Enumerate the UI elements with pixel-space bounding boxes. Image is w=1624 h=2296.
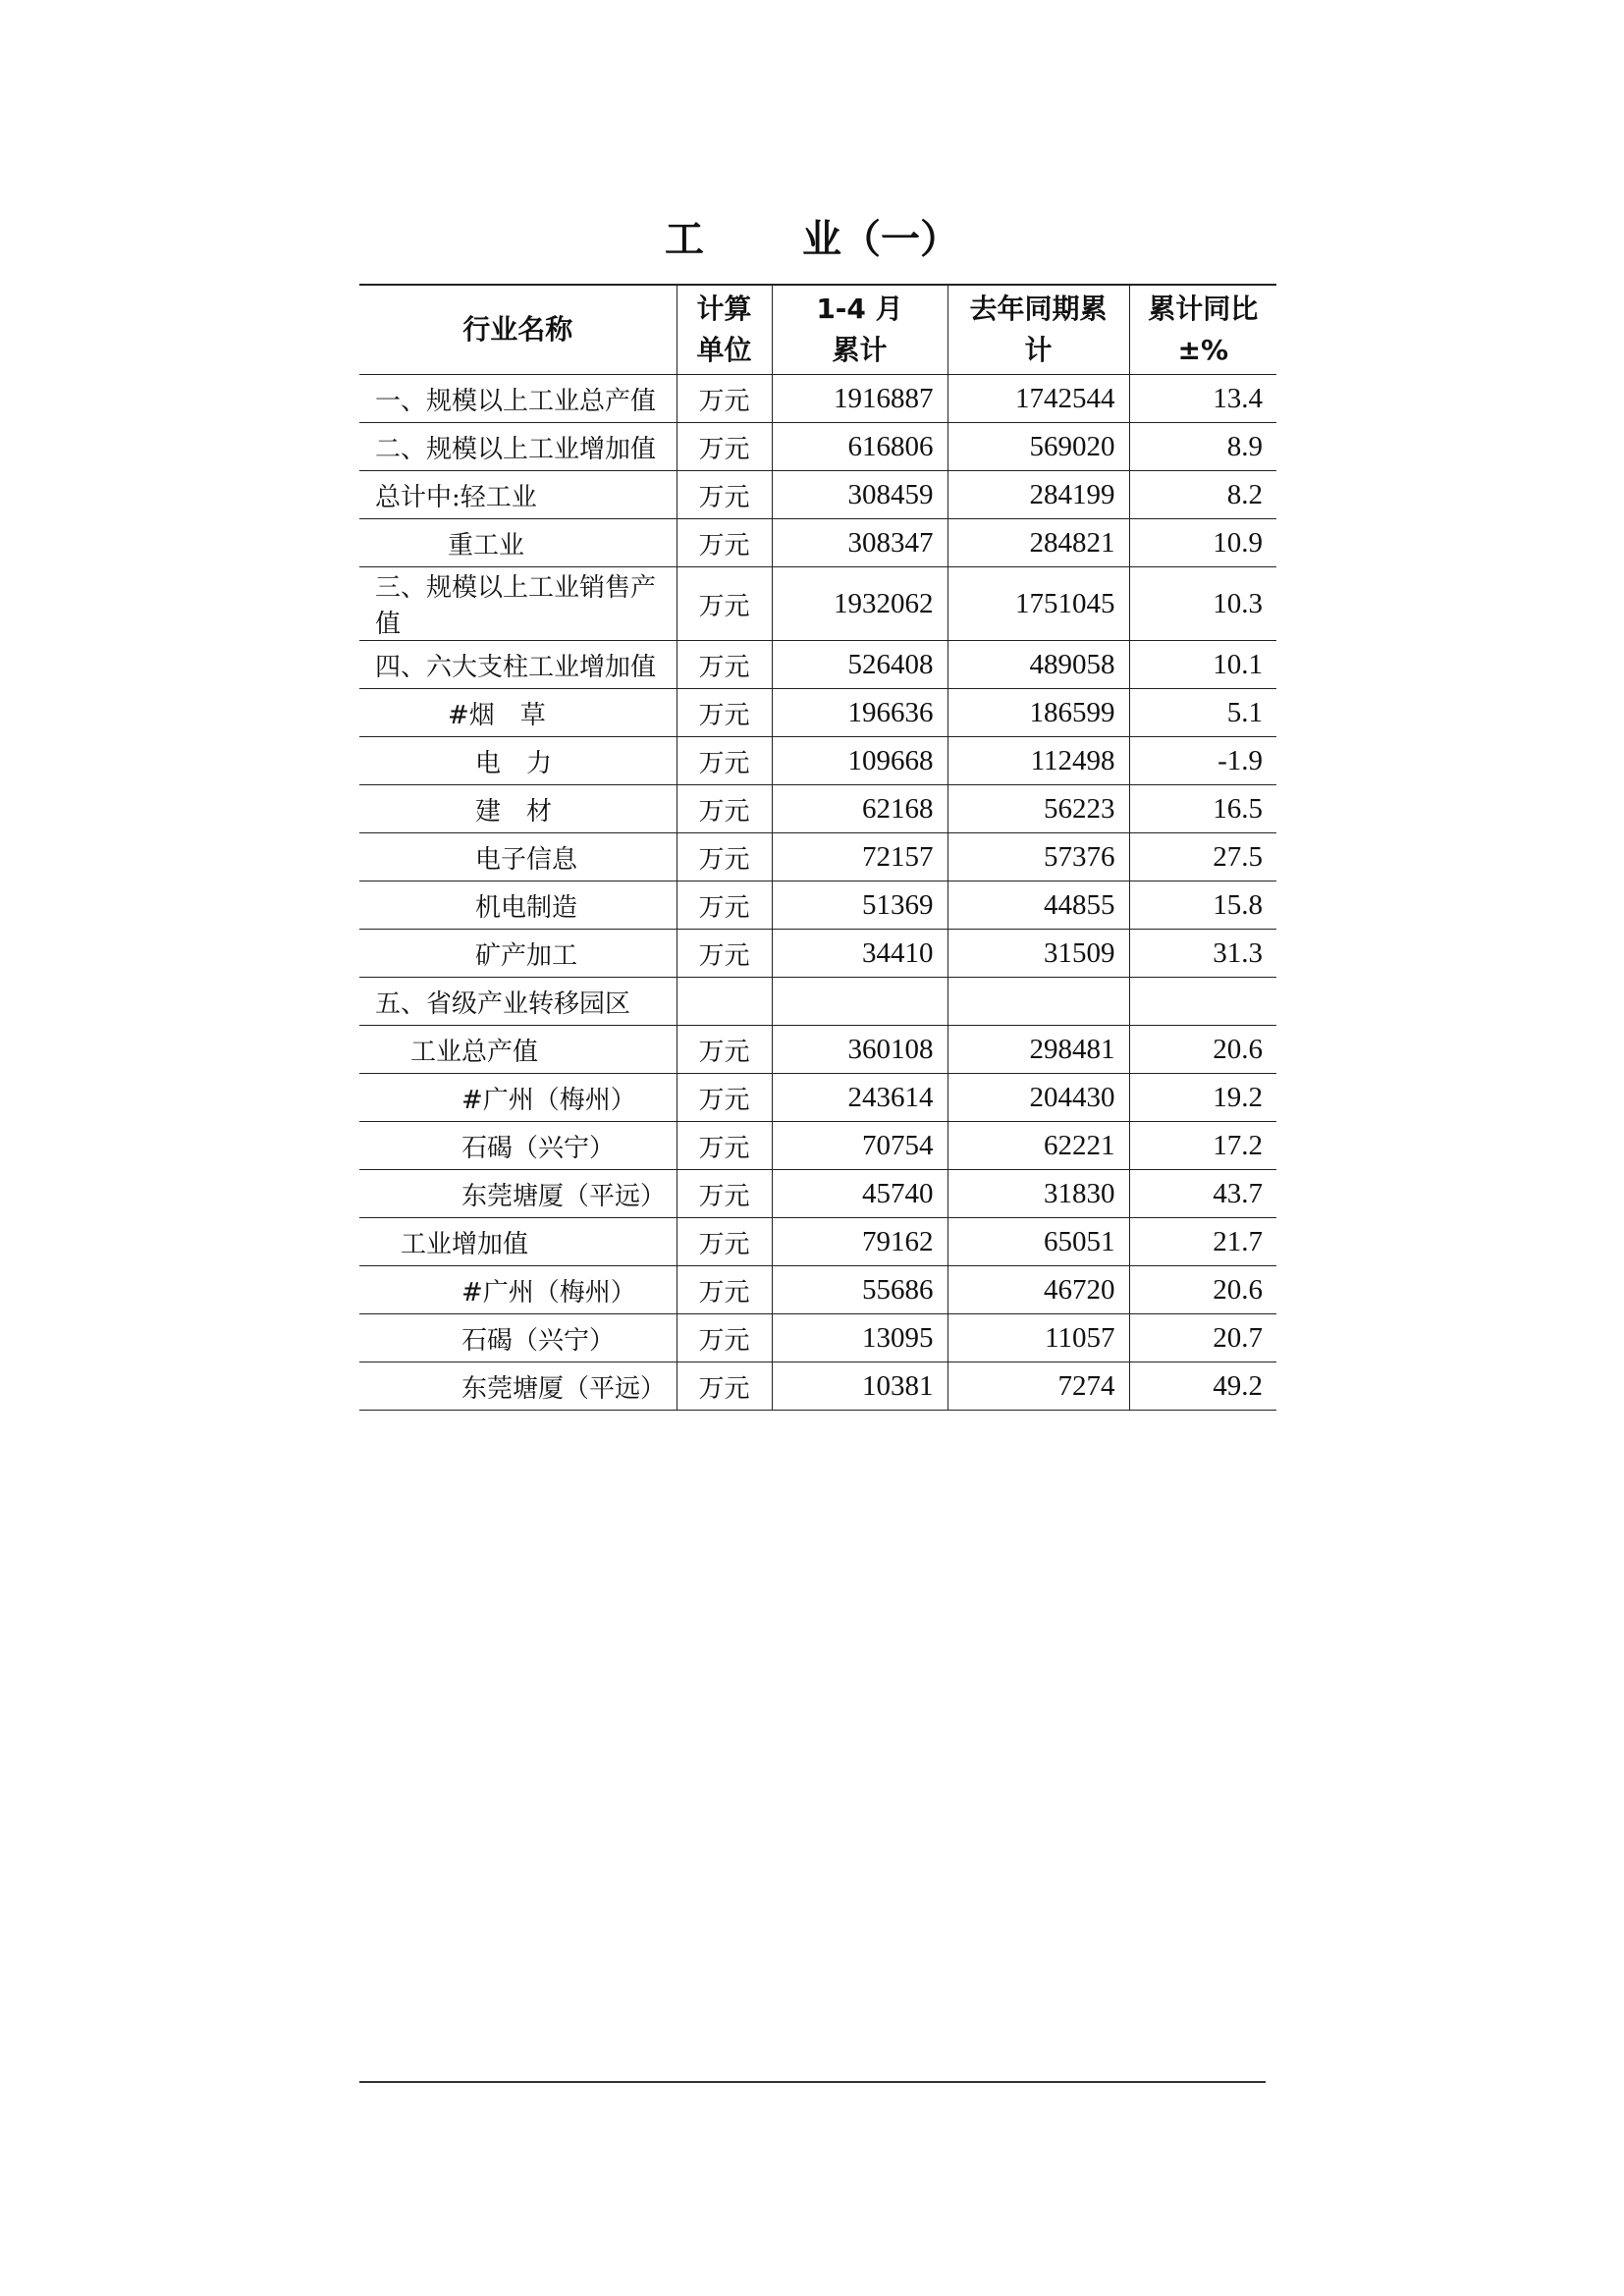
row-yoy	[1129, 978, 1276, 1026]
title-right: 业（一）	[802, 217, 959, 262]
row-current: 13095	[772, 1314, 947, 1362]
table-row	[359, 1170, 1276, 1218]
row-yoy: 10.3	[1129, 567, 1276, 641]
row-unit: 万元	[677, 375, 772, 423]
row-previous: 46720	[947, 1266, 1129, 1314]
header-unit: 计算 单位	[677, 285, 772, 375]
row-yoy: 20.6	[1129, 1026, 1276, 1074]
row-unit: 万元	[677, 1074, 772, 1122]
footer-divider	[359, 2081, 1266, 2083]
row-yoy: 19.2	[1129, 1074, 1276, 1122]
row-name: 电子信息	[359, 833, 677, 881]
table-row	[359, 1026, 1276, 1074]
row-unit: 万元	[677, 833, 772, 881]
row-unit: 万元	[677, 519, 772, 567]
row-previous: 65051	[947, 1218, 1129, 1266]
row-previous: 489058	[947, 641, 1129, 689]
row-yoy: 15.8	[1129, 881, 1276, 930]
table-row	[359, 1266, 1276, 1314]
row-current: 51369	[772, 881, 947, 930]
row-current: 1916887	[772, 375, 947, 423]
row-unit: 万元	[677, 881, 772, 930]
row-unit	[677, 978, 772, 1026]
row-previous: 62221	[947, 1122, 1129, 1170]
table-row	[359, 471, 1276, 519]
title-left: 工	[665, 217, 704, 262]
table-row	[359, 423, 1276, 471]
header-current: 1-4 月 累计	[772, 285, 947, 375]
row-previous: 31509	[947, 930, 1129, 978]
row-name: 机电制造	[359, 881, 677, 930]
row-current: 55686	[772, 1266, 947, 1314]
row-yoy: 20.7	[1129, 1314, 1276, 1362]
row-unit: 万元	[677, 785, 772, 833]
row-previous: 112498	[947, 737, 1129, 785]
row-yoy: 8.2	[1129, 471, 1276, 519]
row-unit: 万元	[677, 737, 772, 785]
table-row	[359, 641, 1276, 689]
row-previous: 284199	[947, 471, 1129, 519]
row-name: 东莞塘厦（平远）	[359, 1362, 677, 1411]
row-unit: 万元	[677, 930, 772, 978]
row-name: 东莞塘厦（平远）	[359, 1170, 677, 1218]
row-unit: 万元	[677, 1266, 772, 1314]
row-name: 三、规模以上工业销售产值	[359, 567, 677, 641]
row-yoy: 31.3	[1129, 930, 1276, 978]
row-name: 四、六大支柱工业增加值	[359, 641, 677, 689]
row-previous: 7274	[947, 1362, 1129, 1411]
row-previous	[947, 978, 1129, 1026]
row-name: 建 材	[359, 785, 677, 833]
row-name: 一、规模以上工业总产值	[359, 375, 677, 423]
row-name: 重工业	[359, 519, 677, 567]
row-unit: 万元	[677, 1362, 772, 1411]
row-name: #广州（梅州）	[359, 1074, 677, 1122]
table-row	[359, 930, 1276, 978]
row-yoy: 16.5	[1129, 785, 1276, 833]
header-name: 行业名称	[359, 285, 677, 375]
row-current: 308347	[772, 519, 947, 567]
row-name: 工业增加值	[359, 1218, 677, 1266]
row-current: 308459	[772, 471, 947, 519]
row-yoy: 10.1	[1129, 641, 1276, 689]
table-row	[359, 881, 1276, 930]
row-name: 二、规模以上工业增加值	[359, 423, 677, 471]
page-title	[0, 208, 1624, 264]
row-name: 石碣（兴宁）	[359, 1122, 677, 1170]
row-current: 72157	[772, 833, 947, 881]
row-name: 五、省级产业转移园区	[359, 978, 677, 1026]
row-current: 45740	[772, 1170, 947, 1218]
row-previous: 569020	[947, 423, 1129, 471]
row-name: 矿产加工	[359, 930, 677, 978]
row-name: 石碣（兴宁）	[359, 1314, 677, 1362]
row-previous: 1742544	[947, 375, 1129, 423]
table-row	[359, 978, 1276, 1026]
row-unit: 万元	[677, 471, 772, 519]
row-yoy: 13.4	[1129, 375, 1276, 423]
table-row	[359, 689, 1276, 737]
row-previous: 204430	[947, 1074, 1129, 1122]
row-previous: 57376	[947, 833, 1129, 881]
row-unit: 万元	[677, 1218, 772, 1266]
table-row	[359, 567, 1276, 641]
row-current: 79162	[772, 1218, 947, 1266]
row-unit: 万元	[677, 567, 772, 641]
row-previous: 44855	[947, 881, 1129, 930]
row-previous: 56223	[947, 785, 1129, 833]
row-unit: 万元	[677, 1122, 772, 1170]
row-yoy: 21.7	[1129, 1218, 1276, 1266]
row-previous: 284821	[947, 519, 1129, 567]
row-current: 526408	[772, 641, 947, 689]
row-unit: 万元	[677, 1026, 772, 1074]
row-current: 1932062	[772, 567, 947, 641]
row-current	[772, 978, 947, 1026]
industry-table	[359, 284, 1276, 1411]
row-current: 360108	[772, 1026, 947, 1074]
row-yoy: 17.2	[1129, 1122, 1276, 1170]
row-unit: 万元	[677, 1314, 772, 1362]
row-unit: 万元	[677, 1170, 772, 1218]
row-unit: 万元	[677, 689, 772, 737]
row-yoy: 10.9	[1129, 519, 1276, 567]
table-row	[359, 1314, 1276, 1362]
table-row	[359, 519, 1276, 567]
row-yoy: 49.2	[1129, 1362, 1276, 1411]
table-row	[359, 375, 1276, 423]
row-yoy: 20.6	[1129, 1266, 1276, 1314]
row-current: 34410	[772, 930, 947, 978]
row-name: #烟 草	[359, 689, 677, 737]
header-row	[359, 285, 1276, 375]
header-previous: 去年同期累 计	[947, 285, 1129, 375]
table-row	[359, 1122, 1276, 1170]
row-yoy: -1.9	[1129, 737, 1276, 785]
row-current: 10381	[772, 1362, 947, 1411]
table-row	[359, 1218, 1276, 1266]
table-row	[359, 1362, 1276, 1411]
row-name: #广州（梅州）	[359, 1266, 677, 1314]
row-previous: 31830	[947, 1170, 1129, 1218]
row-yoy: 43.7	[1129, 1170, 1276, 1218]
row-previous: 298481	[947, 1026, 1129, 1074]
row-unit: 万元	[677, 423, 772, 471]
row-unit: 万元	[677, 641, 772, 689]
table-row	[359, 737, 1276, 785]
row-current: 70754	[772, 1122, 947, 1170]
row-name: 总计中:轻工业	[359, 471, 677, 519]
row-current: 243614	[772, 1074, 947, 1122]
row-previous: 1751045	[947, 567, 1129, 641]
table-row	[359, 1074, 1276, 1122]
row-yoy: 8.9	[1129, 423, 1276, 471]
row-yoy: 5.1	[1129, 689, 1276, 737]
table-row	[359, 833, 1276, 881]
row-previous: 186599	[947, 689, 1129, 737]
row-previous: 11057	[947, 1314, 1129, 1362]
row-current: 616806	[772, 423, 947, 471]
header-yoy: 累计同比 ±%	[1129, 285, 1276, 375]
row-name: 工业总产值	[359, 1026, 677, 1074]
row-yoy: 27.5	[1129, 833, 1276, 881]
row-current: 62168	[772, 785, 947, 833]
row-current: 109668	[772, 737, 947, 785]
table-row	[359, 785, 1276, 833]
row-name: 电 力	[359, 737, 677, 785]
row-current: 196636	[772, 689, 947, 737]
